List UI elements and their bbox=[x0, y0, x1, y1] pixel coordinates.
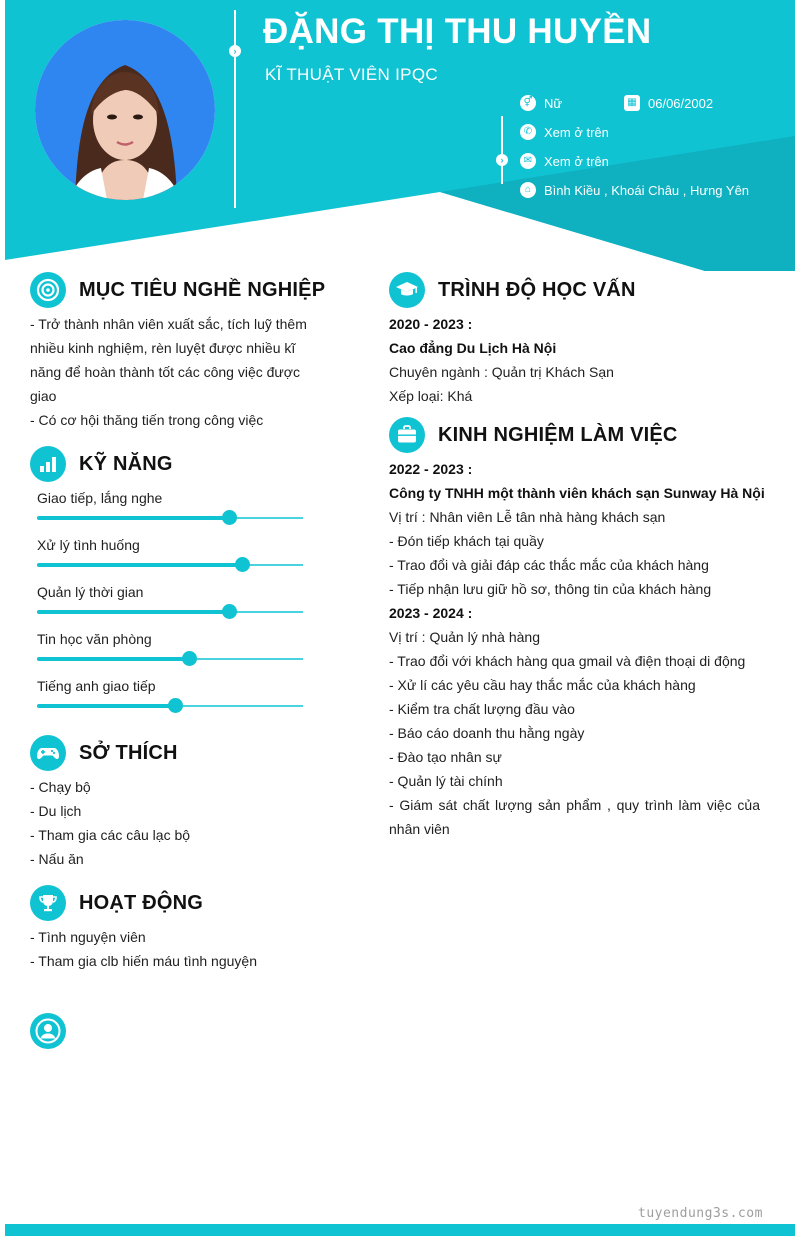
skill-bar-fill bbox=[37, 563, 242, 567]
objective-line: - Trở thành nhân viên xuất sắc, tích luỹ thêm bbox=[30, 316, 307, 332]
education-grade: Xếp loại: Khá bbox=[389, 388, 473, 404]
education-heading bbox=[389, 272, 636, 308]
phone-icon: ✆ bbox=[520, 124, 536, 140]
objective-heading bbox=[30, 272, 325, 308]
calendar-icon: ▦ bbox=[624, 95, 640, 111]
gamepad-icon bbox=[30, 735, 66, 771]
job-period: 2023 - 2024 : bbox=[389, 605, 473, 621]
skill-bar bbox=[37, 517, 303, 519]
job-task: - Trao đổi với khách hàng qua gmail và điện thoại di động bbox=[389, 653, 746, 669]
skill-bar bbox=[37, 658, 303, 660]
job-task: - Quản lý tài chính bbox=[389, 773, 503, 789]
job-task: - Đón tiếp khách tại quầy bbox=[389, 533, 544, 549]
experience-title: KINH NGHIỆM LÀM VIỆC bbox=[438, 423, 678, 446]
briefcase-icon bbox=[389, 417, 425, 453]
hobby-item: - Chạy bộ bbox=[30, 779, 91, 795]
job-task: - Trao đổi và giải đáp các thắc mắc của khách hàng bbox=[389, 557, 709, 573]
job-period: 2022 - 2023 : bbox=[389, 461, 473, 477]
contact-divider-line bbox=[501, 116, 503, 184]
skill-bar-fill bbox=[37, 704, 175, 708]
education-period: 2020 - 2023 : bbox=[389, 316, 473, 332]
skill-bar-fill bbox=[37, 657, 189, 661]
activities-title: HOẠT ĐỘNG bbox=[79, 891, 204, 914]
activity-item: - Tình nguyện viên bbox=[30, 929, 146, 945]
objective-line: năng để hoàn thành tốt các công việc được bbox=[30, 364, 300, 380]
skill-name: Tiếng anh giao tiếp bbox=[37, 678, 156, 694]
education-major: Chuyên ngành : Quản trị Khách Sạn bbox=[389, 364, 614, 380]
activities-list bbox=[30, 925, 257, 973]
graduation-cap-icon bbox=[389, 272, 425, 308]
hobby-item: - Tham gia các câu lạc bộ bbox=[30, 827, 191, 843]
job-task: - Báo cáo doanh thu hằng ngày bbox=[389, 725, 585, 741]
address-value: Bình Kiều , Khoái Châu , Hưng Yên bbox=[544, 182, 750, 198]
skills-heading bbox=[30, 446, 173, 482]
objective-line: nhiều kinh nghiệm, rèn luyệt được nhiều kĩ bbox=[30, 340, 296, 356]
skill-bar-fill bbox=[37, 610, 229, 614]
skill-bar-knob bbox=[222, 510, 237, 525]
skills-title: KỸ NĂNG bbox=[79, 452, 173, 475]
job-task: - Kiểm tra chất lượng đầu vào bbox=[389, 701, 575, 717]
watermark: tuyendung3s.com bbox=[638, 1206, 763, 1221]
job-task: - Đào tạo nhân sự bbox=[389, 749, 502, 765]
objective-title: MỤC TIÊU NGHỀ NGHIỆP bbox=[79, 278, 326, 301]
email-icon: ✉ bbox=[520, 153, 536, 169]
candidate-name: ĐẶNG THỊ THU HUYỀN bbox=[263, 12, 652, 51]
skill-name: Xử lý tình huống bbox=[37, 537, 140, 553]
profile-photo bbox=[35, 20, 215, 200]
email-value: Xem ở trên bbox=[544, 153, 609, 169]
job-position: Vị trí : Quản lý nhà hàng bbox=[389, 629, 540, 645]
target-icon bbox=[30, 272, 66, 308]
skill-bar-fill bbox=[37, 516, 229, 520]
footer-bar bbox=[5, 1224, 795, 1236]
skill-bar-knob bbox=[235, 557, 250, 572]
skill-bar-knob bbox=[182, 651, 197, 666]
phone-value: Xem ở trên bbox=[544, 124, 609, 140]
phone-info bbox=[520, 124, 609, 140]
experience-heading bbox=[389, 417, 678, 453]
skill-bar bbox=[37, 564, 303, 566]
objective-text bbox=[30, 312, 307, 432]
job-company: Công ty TNHH một thành viên khách sạn Sunway Hà Nội bbox=[389, 485, 765, 501]
chevron-right-icon: › bbox=[496, 154, 508, 166]
header-divider-line bbox=[234, 10, 236, 208]
address-info bbox=[520, 182, 749, 198]
bar-chart-icon bbox=[30, 446, 66, 482]
skill-name: Tin học văn phòng bbox=[37, 631, 152, 647]
skill-bar bbox=[37, 705, 303, 707]
email-info bbox=[520, 153, 609, 169]
home-icon: ⌂ bbox=[520, 182, 536, 198]
education-title: TRÌNH ĐỘ HỌC VẤN bbox=[438, 278, 636, 301]
activity-item: - Tham gia clb hiến máu tình nguyện bbox=[30, 953, 257, 969]
hobbies-title: SỞ THÍCH bbox=[79, 741, 178, 764]
birthday-value: 06/06/2002 bbox=[648, 95, 714, 111]
experience-text bbox=[389, 457, 765, 841]
objective-line: - Có cơ hội thăng tiến trong công việc bbox=[30, 412, 264, 428]
trophy-icon bbox=[30, 885, 66, 921]
job-task: - Giám sát chất lượng sản phẩm , quy trình làm việc của nhân viên bbox=[389, 797, 760, 837]
skill-name: Giao tiếp, lắng nghe bbox=[37, 490, 163, 506]
hobby-item: - Nấu ăn bbox=[30, 851, 84, 867]
education-text bbox=[389, 312, 614, 408]
education-school: Cao đẳng Du Lịch Hà Nội bbox=[389, 340, 557, 356]
activities-heading bbox=[30, 885, 203, 921]
job-task: - Xử lí các yêu cầu hay thắc mắc của khách hàng bbox=[389, 677, 696, 693]
gender-icon: ⚥ bbox=[520, 95, 536, 111]
job-position: Vị trí : Nhân viên Lễ tân nhà hàng khách sạn bbox=[389, 509, 666, 525]
hobby-item: - Du lịch bbox=[30, 803, 82, 819]
job-task: - Tiếp nhận lưu giữ hồ sơ, thông tin của khách hàng bbox=[389, 581, 712, 597]
job-title: KĨ THUẬT VIÊN IPQC bbox=[265, 65, 438, 84]
hobbies-list bbox=[30, 775, 190, 871]
skill-name: Quản lý thời gian bbox=[37, 584, 144, 600]
chevron-right-icon: › bbox=[229, 45, 241, 57]
skill-bar-knob bbox=[168, 698, 183, 713]
skill-bar bbox=[37, 611, 303, 613]
skill-bar-knob bbox=[222, 604, 237, 619]
hobbies-heading bbox=[30, 735, 178, 771]
birthday-info bbox=[624, 95, 713, 111]
gender-value: Nữ bbox=[544, 95, 563, 111]
objective-line: giao bbox=[30, 388, 57, 404]
gender-info bbox=[520, 95, 562, 111]
user-icon bbox=[30, 1013, 66, 1049]
